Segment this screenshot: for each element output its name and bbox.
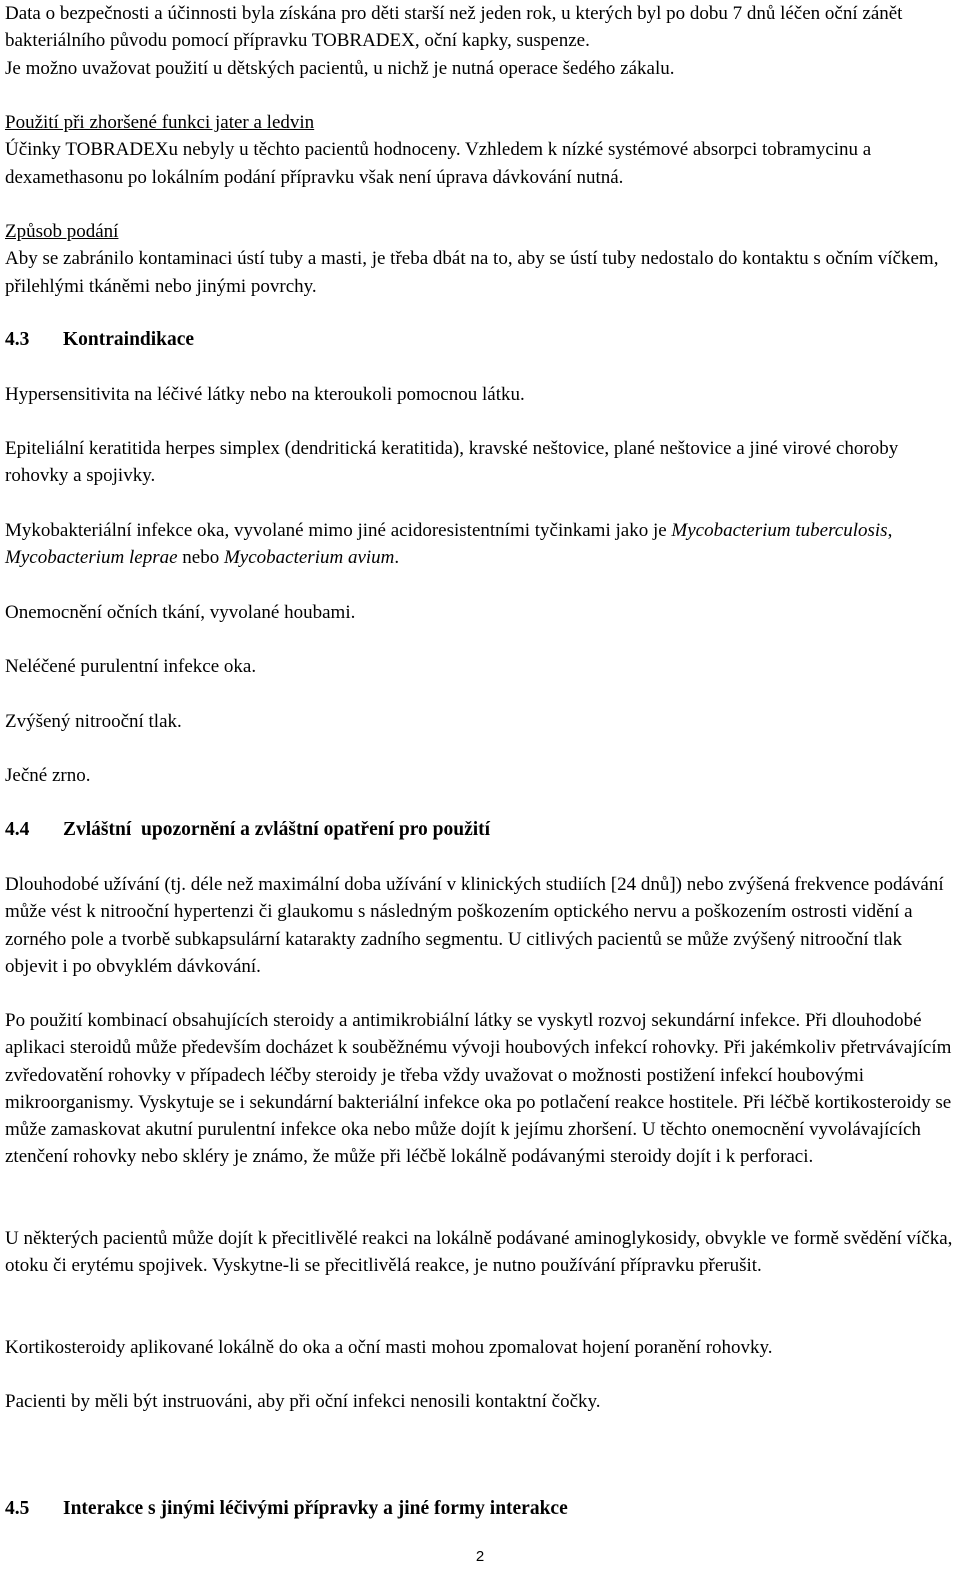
contraindication-paragraph: Ječné zrno.: [5, 765, 91, 786]
hepatic-renal-heading: Použití při zhoršené funkci jater a ledvin: [5, 112, 315, 133]
administration-block: [5, 218, 955, 300]
contraindication-paragraph: Hypersensitivita na léčivé látky nebo na kteroukoli pomocnou látku.: [5, 384, 525, 405]
page-number: 2: [475, 1548, 485, 1565]
contraindication-paragraph: Epiteliální keratitida herpes simplex (dendritická keratitida), kravské neštovice, plané neštovice a jiné virové choroby rohovky a spojivky.: [5, 438, 899, 487]
section-title: Kontraindikace: [63, 329, 195, 350]
warning-paragraph: Pacienti by měli být instruováni, aby při oční infekci nenosili kontaktní čočky.: [5, 1391, 601, 1412]
warning-paragraph: Kortikosteroidy aplikované lokálně do oka a oční masti mohou zpomalovat hojení poranění rohovky.: [5, 1337, 773, 1358]
organism-name: Mycobacterium leprae: [5, 547, 178, 569]
hepatic-renal-block: [5, 109, 955, 191]
contraindication-paragraph: Onemocnění očních tkání, vyvolané houbami.: [5, 602, 356, 623]
contraindication-paragraph: Neléčené purulentní infekce oka.: [5, 656, 257, 677]
organism-name: Mycobacterium avium: [223, 547, 395, 569]
intro-text-2: Je možno uvažovat použití u dětských pacientů, u nichž je nutná operace šedého zákalu.: [5, 57, 675, 79]
section-number: 4.5: [5, 1498, 30, 1519]
section-number: 4.4: [5, 819, 30, 840]
warning-paragraph: U některých pacientů může dojít k přecitlivělé reakci na lokálně podávané aminoglykosidy, obvykle ve formě svědění víčka, otoku či erytému spojivek. Vyskytne-li se přecitlivělá reakce, je nutno používání přípravku přerušit.: [5, 1228, 953, 1277]
contraindication-paragraph: Mykobakteriální infekce oka, vyvolané mimo jiné acidoresistentními tyčinkami jako je Mycobacterium tuberculosis, Mycobacterium leprae nebo Mycobacterium avium.: [5, 520, 893, 569]
intro-paragraph: [5, 0, 955, 82]
warning-paragraph: Po použití kombinací obsahujících steroidy a antimikrobiální látky se vyskytl rozvoj sekundární infekce. Při dlouhodobé aplikaci steroidů může především docházet k souběžnému vývoji houbových infekcí rohovky. Při jakémkoliv přetrvávajícím zvředovatění rohovky v případech léčby steroidy je třeba vždy uvažovat o možnosti postižení infekcí houbovými mikroorganismy. Vyskytuje se i sekundární bakteriální infekce oka po potlačení reakce hostitele. Při léčbě kortikosteroidy se může zamaskovat akutní purulentní infekce oka nebo může dojít k jejímu zhoršení. U těchto onemocnění vyvolávajících ztenčení rohovky nebo skléry je známo, že může při léčbě lokálně podávanými steroidy dojít i k perforaci.: [5, 1010, 952, 1168]
hepatic-renal-text: Účinky TOBRADEXu nebyly u těchto pacientů hodnoceny. Vzhledem k nízké systémové absorpci tobramycinu a dexamethasonu po lokálním podání přípravku však není úprava dávkování nutná.: [5, 139, 872, 188]
section-title: Zvláštní upozornění a zvláštní opatření pro použití: [63, 819, 491, 840]
contraindication-paragraph: Zvýšený nitrooční tlak.: [5, 711, 182, 732]
administration-heading: Způsob podání: [5, 221, 119, 242]
section-4-5-heading: [5, 1495, 955, 1522]
section-title: Interakce s jinými léčivými přípravky a jiné formy interakce: [63, 1498, 568, 1519]
warning-paragraph: Dlouhodobé užívání (tj. déle než maximální doba užívání v klinických studiích [24 dnů]) nebo zvýšená frekvence podávání může vést k nitrooční hypertenzi či glaukomu s následným poškozením optického nervu a poškozením ostrosti vidění a zorného pole a tvorbě subkapsulární katarakty zadního segmentu. U citlivých pacientů se může zvýšený nitrooční tlak objevit i po obvyklém dávkování.: [5, 874, 944, 977]
section-4-4-heading: [5, 816, 955, 843]
intro-text-1: Data o bezpečnosti a účinnosti byla získána pro děti starší než jeden rok, u kterých byl po dobu 7 dnů léčen oční zánět bakteriálního původu pomocí přípravku TOBRADEX, oční kapky, suspenze.: [5, 3, 903, 52]
section-number: 4.3: [5, 329, 30, 350]
administration-text: Aby se zabránilo kontaminaci ústí tuby a masti, je třeba dbát na to, aby se ústí tuby nedostalo do kontaktu s očním víčkem, přilehlými tkáněmi nebo jinými povrchy.: [5, 248, 939, 297]
organism-name: Mycobacterium tuberculosis: [671, 520, 888, 541]
section-4-3-heading: [5, 326, 955, 353]
